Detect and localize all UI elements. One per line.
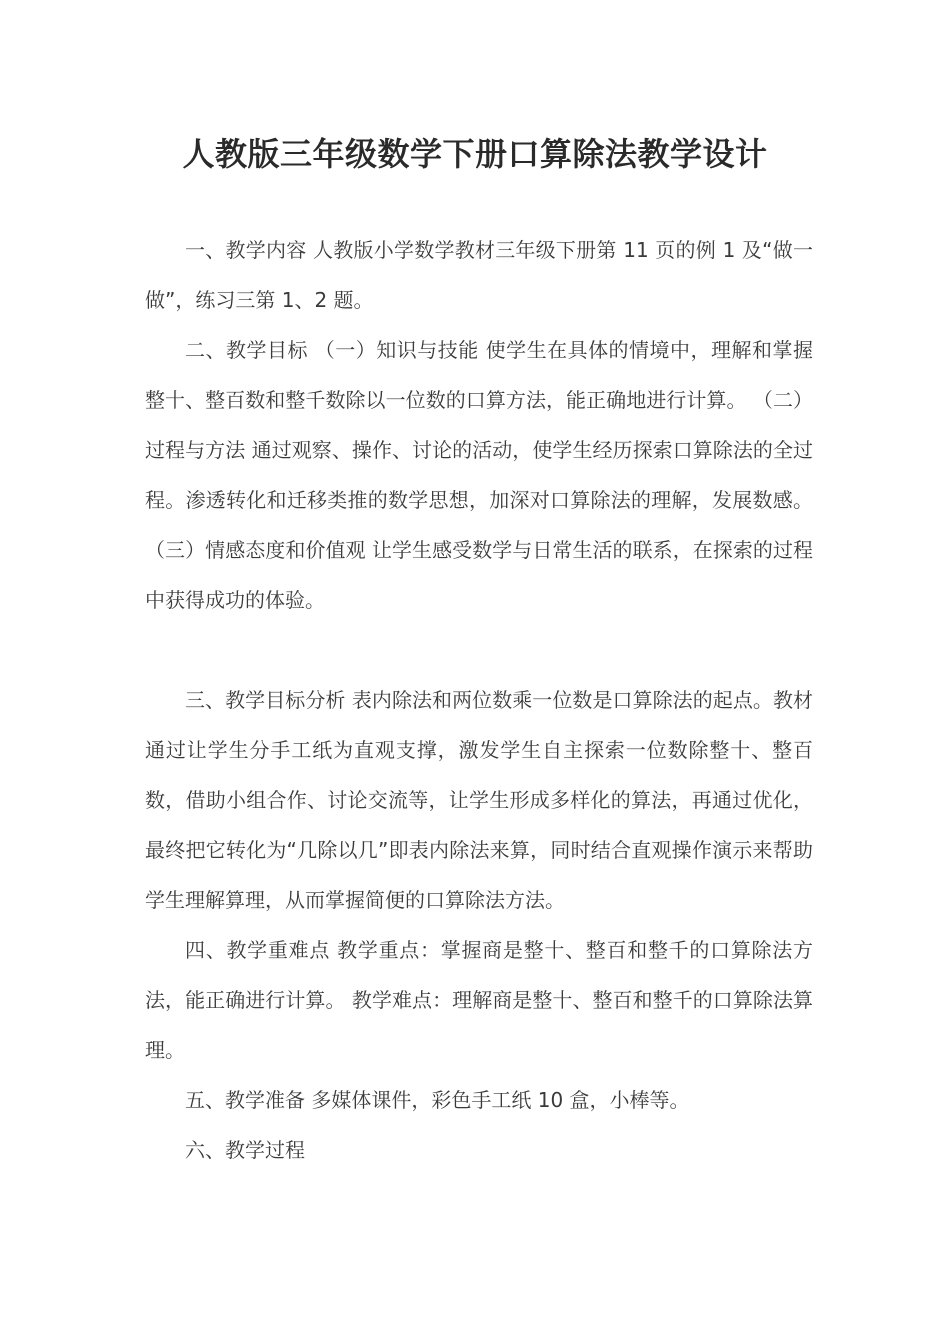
paragraph-objective-analysis: 三、教学目标分析 表内除法和两位数乘一位数是口算除法的起点。教材通过让学生分手工纸为直观支撑，激发学生自主探索一位数除整十、整百数，借助小组合作、讨论交流等，让学生形成多样化的算法，再通过优化，最终把它转化为“几除以几”即表内除法来算，同时结合直观操作演示来帮助学生理解算理，从而掌握简便的口算除法方法。	[145, 688, 813, 912]
paragraph-teaching-process: 六、教学过程	[185, 1138, 305, 1162]
document-body	[145, 225, 813, 1175]
paragraph-key-difficulties: 四、教学重难点 教学重点：掌握商是整十、整百和整千的口算除法方法，能正确进行计算。 教学难点：理解商是整十、整百和整千的口算除法算理。	[145, 938, 813, 1062]
paragraph-teaching-preparation: 五、教学准备 多媒体课件，彩色手工纸 10 盒，小棒等。	[185, 1088, 690, 1112]
document-title: 人教版三年级数学下册口算除法教学设计	[182, 135, 768, 173]
paragraph-teaching-content: 一、教学内容 人教版小学数学教材三年级下册第 11 页的例 1 及“做一做”，练习三第 1、2 题。	[145, 238, 813, 312]
paragraph-teaching-objectives: 二、教学目标 （一）知识与技能 使学生在具体的情境中，理解和掌握整十、整百数和整千数除以一位数的口算方法，能正确地进行计算。 （二）过程与方法 通过观察、操作、讨论的活动，使学生经历探索口算除法的全过程。渗透转化和迁移类推的数学思想，加深对口算除法的理解，发展数感。 （三）情感态度和价值观 让学生感受数学与日常生活的联系，在探索的过程中获得成功的体验。	[145, 338, 813, 612]
